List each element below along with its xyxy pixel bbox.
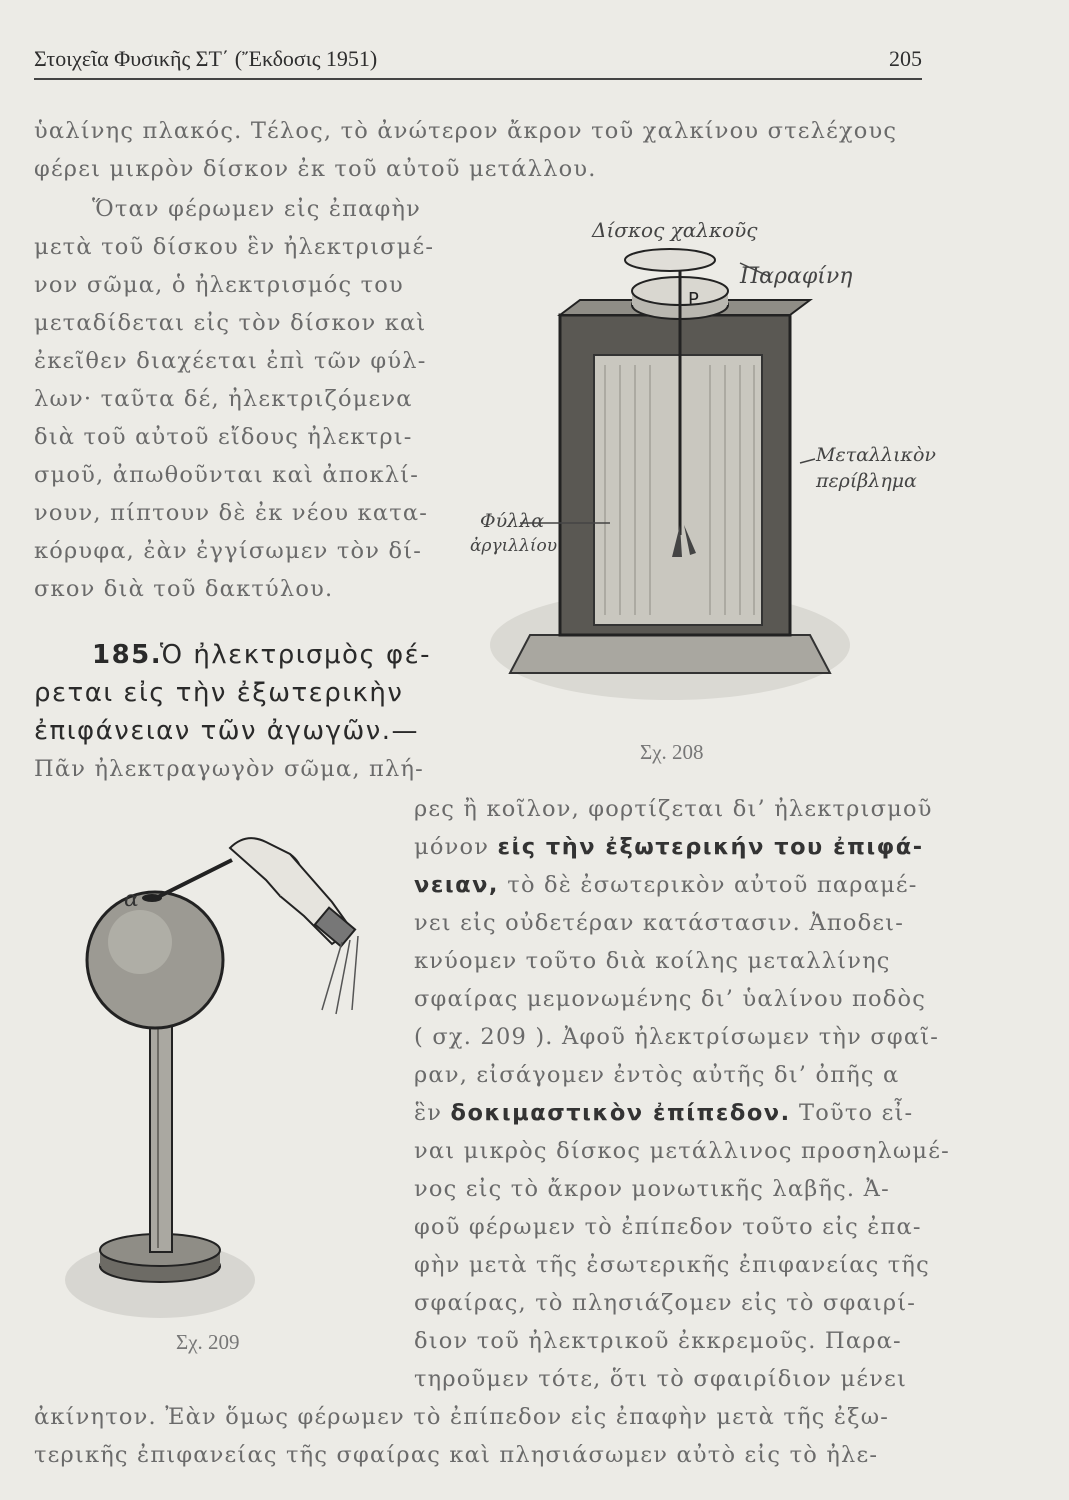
text-line: ραν, εἰσάγομεν ἐντὸς αὐτῆς δι’ ὀπῆς α [414, 1062, 900, 1088]
text-line: φὴν μετὰ τῆς ἐσωτερικῆς ἐπιφανείας τῆς [414, 1252, 930, 1278]
section-title-line: Ὁ ἠλεκτρισμὸς φέ- [160, 640, 432, 670]
text-line: νει εἰς οὐδετέραν κατάστασιν. Ἀποδει- [414, 910, 904, 936]
text-line: σμοῦ, ἀπωθοῦνται καὶ ἀποκλί- [34, 462, 420, 488]
stopper-letter: P [688, 289, 699, 310]
text-line: φοῦ φέρωμεν τὸ ἐπίπεδον τοῦτο εἰς ἐπα- [414, 1214, 922, 1240]
text-line: ἐκεῖθεν διαχέεται ἐπὶ τῶν φύλ- [34, 348, 427, 374]
running-title: Στοιχεῖα Φυσικῆς ΣΤ΄ (Ἔκδοσις 1951) [34, 46, 378, 71]
figure-caption-208: Σχ. 208 [640, 740, 704, 764]
text-line: ἓν δοκιμαστικὸν ἐπίπεδον. Τοῦτο εἶ- [414, 1100, 914, 1126]
label-paraffin: Παραφίνη [740, 264, 853, 289]
text-line: τηροῦμεν τότε, ὅτι τὸ σφαιρίδιον μένει [414, 1366, 907, 1392]
text-line: σφαίρας μεμονωμένης δι’ ὑαλίνου ποδὸς [414, 986, 927, 1012]
section-title-line: ρεται εἰς τὴν ἐξωτερικὴν [34, 678, 404, 708]
label-metal-envelope: περίβλημα [816, 470, 917, 492]
text-line: μεταδίδεται εἰς τὸν δίσκον καὶ [34, 310, 427, 336]
text-line: κνύομεν τοῦτο διὰ κοίλης μεταλλίνης [414, 948, 891, 974]
section-title-line: ἐπιφάνειαν τῶν ἀγωγῶν.— [34, 716, 420, 746]
bold-phrase: εἰς τὴν ἐξωτερικήν του ἐπιφά- [497, 834, 924, 860]
text-line: ( σχ. 209 ). Ἀφοῦ ἠλεκτρίσωμεν τὴν σφαῖ- [414, 1024, 940, 1050]
text-line: ἀκίνητον. Ἐὰν ὅμως φέρωμεν τὸ ἐπίπεδον εἰς ἐπαφὴν μετὰ τῆς ἐξω- [34, 1404, 890, 1430]
text-line: ρες ἢ κοῖλον, φορτίζεται δι’ ἠλεκτρισμοῦ [414, 796, 933, 822]
bold-phrase: νειαν, [414, 872, 499, 898]
hollow-sphere-figure [60, 820, 420, 1340]
section-number: 185. [92, 640, 163, 670]
figure-caption-209: Σχ. 209 [176, 1330, 240, 1354]
text-line: κόρυφα, ἐὰν ἐγγίσωμεν τὸν δί- [34, 538, 423, 564]
text-line: νειαν, τὸ δὲ ἐσωτερικὸν αὐτοῦ παραμέ- [414, 872, 918, 898]
text-line: λων· ταῦτα δέ, ἠλεκτριζόμενα [34, 386, 413, 412]
page-header [34, 44, 922, 80]
text-line: ναι μικρὸς δίσκος μετάλλινος προσηλωμέ- [414, 1138, 950, 1164]
page-number: 205 [889, 46, 922, 71]
bold-phrase: δοκιμαστικὸν ἐπίπεδον. [450, 1100, 791, 1126]
text-line: νουν, πίπτουν δὲ ἐκ νέου κατα- [34, 500, 429, 526]
text-line: Πᾶν ἠλεκτραγωγὸν σῶμα, πλή- [34, 756, 424, 782]
text-line: νος εἰς τὸ ἄκρον μονωτικῆς λαβῆς. Ἀ- [414, 1176, 890, 1202]
label-copper-disk: Δίσκος χαλκοῦς [592, 218, 758, 242]
text-line: διὰ τοῦ αὐτοῦ εἴδους ἠλεκτρι- [34, 424, 413, 450]
text-line: νον σῶμα, ὁ ἠλεκτρισμός του [34, 272, 404, 298]
text-line: μετὰ τοῦ δίσκου ἓν ἠλεκτρισμέ- [34, 234, 435, 260]
text-line: μόνον εἰς τὴν ἐξωτερικήν του ἐπιφά- [414, 834, 924, 860]
text-line: τερικῆς ἐπιφανείας τῆς σφαίρας καὶ πλησιάσωμεν αὐτὸ εἰς τὸ ἠλε- [34, 1442, 879, 1468]
text-line: σφαίρας, τὸ πλησιάζομεν εἰς τὸ σφαιρί- [414, 1290, 917, 1316]
text-line: ὑαλίνης πλακός. Τέλος, τὸ ἀνώτερον ἄκρον τοῦ χαλκίνου στελέχους [34, 118, 898, 144]
label-metal-envelope: Μεταλλικὸν [816, 444, 936, 466]
text-line: Ὅταν φέρωμεν εἰς ἐπαφὴν [92, 196, 422, 222]
text-line: σκον διὰ τοῦ δακτύλου. [34, 576, 334, 602]
text-line: φέρει μικρὸν δίσκον ἐκ τοῦ αὐτοῦ μετάλλου. [34, 156, 597, 182]
label-a: α [124, 887, 139, 912]
label-aluminium-leaves: Φύλλα [480, 510, 545, 532]
text-line: διον τοῦ ἠλεκτρικοῦ ἐκκρεμοῦς. Παρα- [414, 1328, 902, 1354]
label-aluminium-leaves: ἀργιλλίου [470, 536, 558, 556]
